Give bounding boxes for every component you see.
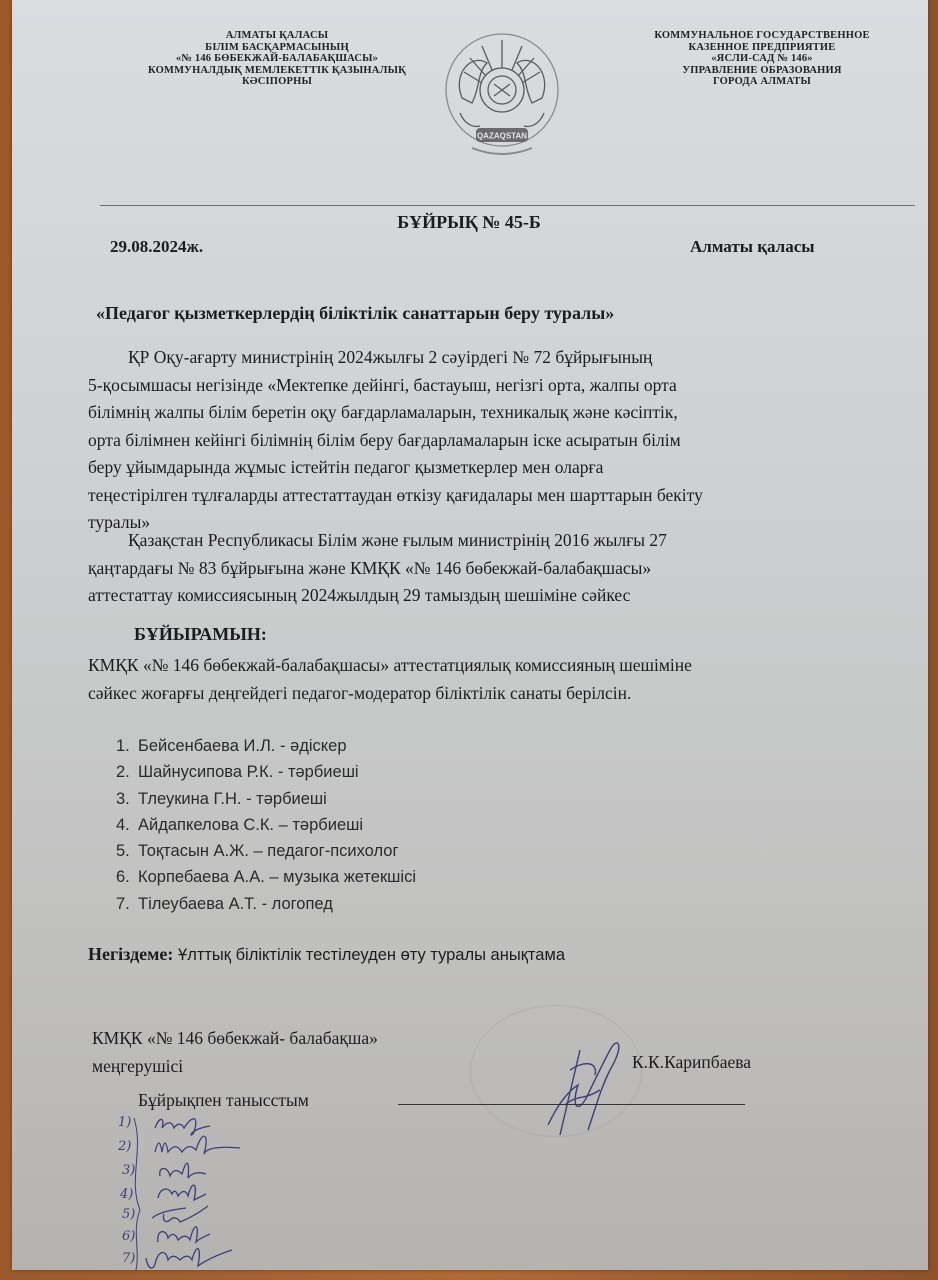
header-right-ru [612, 30, 912, 88]
header-right-line: УПРАВЛЕНИЕ ОБРАЗОВАНИЯ [682, 64, 842, 76]
signatory-block [92, 1024, 378, 1080]
paragraph-line: туралы» [88, 512, 151, 532]
document-title: БҰЙРЫҚ № 45-Б [397, 212, 541, 232]
header-divider [100, 205, 915, 206]
preamble-paragraph-1 [88, 344, 703, 537]
preamble-paragraph-2 [88, 527, 667, 610]
signature-5-icon [152, 1206, 208, 1222]
paragraph-line: 5-қосымшасы негізінде «Мектепке дейінгі, бастауыш, негізгі орта, жалпы орта [88, 374, 677, 395]
signatory-position: меңгерушісі [92, 1056, 184, 1076]
svg-text:2): 2) [118, 1139, 132, 1154]
paragraph-line: ҚР Оқу-ағарту министрінің 2024жылғы 2 сәуірдегі № 72 бұйрығының [128, 347, 653, 367]
signature-7-icon [146, 1249, 232, 1268]
paragraph-line: аттестаттау комиссиясының 2024жылдың 29 тамыздың шешіміне сәйкес [88, 585, 631, 605]
header-left-line: АЛМАТЫ ҚАЛАСЫ [225, 30, 329, 41]
header-left-line: КӘСІПОРНЫ [241, 76, 313, 87]
acknowledgement-signature-line [398, 1104, 745, 1105]
director-signature-icon [540, 1030, 630, 1145]
list-item: 1. Бейсенбаева И.Л. - әдіскер [116, 737, 347, 755]
list-item: 6. Корпебаева А.А. – музыка жетекшісі [116, 868, 416, 887]
order-heading: БҰЙЫРАМЫН: [134, 624, 267, 644]
staff-list [116, 733, 416, 917]
director-name: К.К.Карипбаева [632, 1052, 752, 1072]
signatory-org: КМҚК «№ 146 бөбекжай- балабақша» [92, 1028, 378, 1048]
header-right-line: ГОРОДА АЛМАТЫ [713, 76, 811, 87]
header-left-kz [112, 30, 442, 88]
signature-6-icon [158, 1227, 210, 1242]
document-city: Алматы қаласы [690, 237, 815, 256]
signature-3-icon [160, 1163, 206, 1178]
header-left-line: «№ 146 БӨБЕКЖАЙ-БАЛАБАҚШАСЫ» [175, 53, 379, 64]
paragraph-line: Қазақстан Республикасы Білім және ғылым министрінің 2016 жылғы 27 [128, 530, 667, 550]
list-item: 3. Тлеукина Г.Н. - тәрбиеші [116, 789, 327, 808]
svg-text:3): 3) [122, 1163, 136, 1178]
svg-text:4): 4) [120, 1187, 134, 1202]
paragraph-line: теңестірілген тұлғаларды аттестаттаудан өткізу қағидалары мен шарттарын бекіту [88, 484, 703, 505]
document-subject: «Педагог қызметкерлердің біліктілік санаттарын беру туралы» [96, 303, 615, 323]
header-right-line: КОММУНАЛЬНОЕ ГОСУДАРСТВЕННОЕ [654, 30, 870, 41]
signature-1-icon [155, 1119, 210, 1135]
signature-4-icon [158, 1185, 206, 1200]
svg-text:5): 5) [122, 1207, 136, 1222]
svg-text:7): 7) [122, 1251, 136, 1266]
svg-text:QAZAQSTAN: QAZAQSTAN [476, 131, 528, 141]
list-item: 7. Тілеубаева А.Т. - логопед [116, 894, 333, 913]
paragraph-line: орта білімнен кейінгі білімнің білім беру бағдарламаларын іске асыратын білім [88, 429, 681, 450]
paragraph-line: қаңтардағы № 83 бұйрығына және КМҚК «№ 146 бөбекжай-балабақшасы» [88, 557, 652, 578]
paragraph-line: білімнің жалпы білім беретін оқу бағдарламаларын, техникалық және кәсіптік, [88, 402, 678, 422]
order-text [88, 651, 692, 707]
state-emblem-icon [442, 28, 562, 168]
acknowledged-label: Бұйрықпен танысстым [138, 1090, 309, 1110]
header-left-line: КОММУНАЛДЫҚ МЕМЛЕКЕТТІК ҚАЗЫНАЛЫҚ [148, 64, 406, 76]
list-item: 4. Айдапкелова С.К. – тәрбиеші [116, 815, 364, 834]
paragraph-line: КМҚК «№ 146 бөбекжай-балабақшасы» аттестатциялық комиссияның шешіміне [88, 655, 692, 675]
basis-label: Негіздеме: [88, 944, 174, 964]
paragraph-line: сәйкес жоғарғы деңгейдегі педагог-модератор біліктілік санаты берілсін. [88, 683, 632, 703]
paragraph-line: беру ұйымдарында жұмыс істейтін педагог қызметкерлер мен оларға [88, 457, 604, 477]
staff-signatures [110, 1110, 290, 1280]
list-item: 5. Тоқтасын А.Ж. – педагог-психолог [116, 842, 399, 861]
basis-text: Ұлттық біліктілік тестілеуден өту туралы анықтама [178, 946, 565, 964]
svg-text:6): 6) [122, 1229, 136, 1244]
svg-text:1): 1) [118, 1115, 132, 1130]
document-date: 29.08.2024ж. [110, 237, 204, 256]
header-left-line: БІЛІМ БАСҚАРМАСЫНЫҢ [205, 41, 349, 53]
signature-2-icon [155, 1136, 240, 1154]
basis-line [88, 944, 565, 965]
header-right-line: КАЗЕННОЕ ПРЕДПРИЯТИЕ [688, 41, 836, 53]
list-item: 2. Шайнусипова Р.К. - тәрбиеші [116, 763, 359, 782]
header-right-line: «ЯСЛИ-САД № 146» [711, 53, 813, 64]
